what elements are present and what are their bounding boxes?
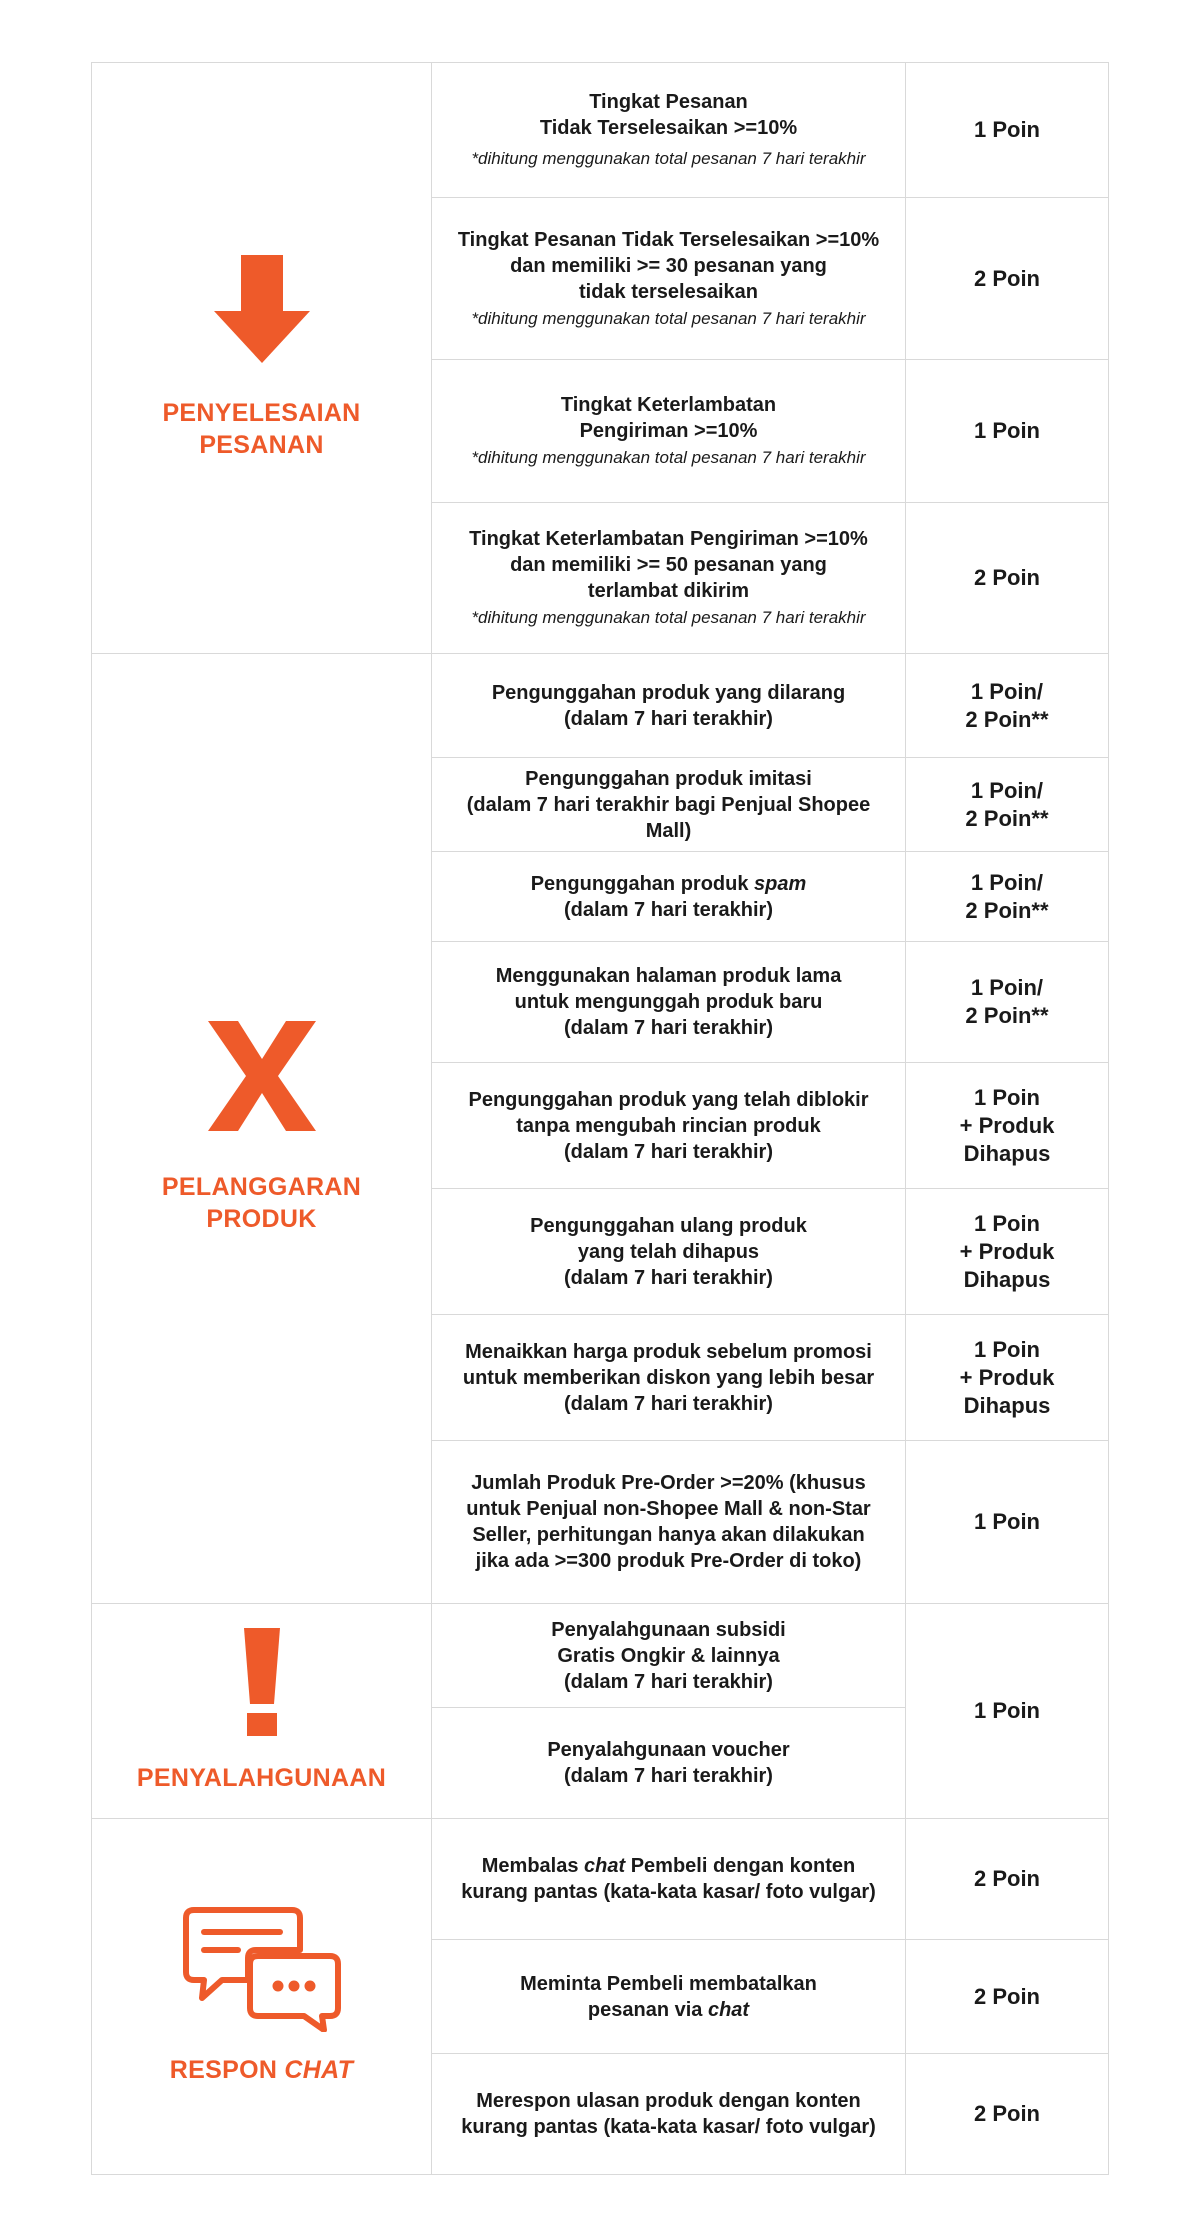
category-label: PENYALAHGUNAAN xyxy=(136,1763,387,1792)
points-cell: 2 Poin xyxy=(973,565,1040,590)
category-chat-response xyxy=(92,1818,431,2174)
points-cell: 1 Poin xyxy=(973,1509,1040,1534)
criteria-cell: Menaikkan harga produk sebelum promosi untuk memberikan diskon yang lebih besar (dalam 7 hari terakhir) xyxy=(462,1340,875,1415)
category-label: PENYELESAIAN PESANAN xyxy=(162,399,361,459)
points-cell: 1 Poin + Produk Dihapus xyxy=(959,1210,1055,1292)
points-cell: 2 Poin xyxy=(973,2101,1040,2126)
exclamation-icon xyxy=(244,1628,280,1736)
category-label: RESPON CHAT xyxy=(169,2056,354,2084)
criteria-cell: Pengunggahan produk imitasi (dalam 7 hari terakhir bagi Penjual Shopee Mall) xyxy=(466,767,871,842)
category-order-completion xyxy=(92,63,431,653)
criteria-cell: Tingkat Keterlambatan Pengiriman >=10% dan memiliki >= 50 pesanan yang terlambat dikirim *dihitung menggunakan total pesanan 7 hari terakhir xyxy=(469,528,868,627)
criteria-cell: Merespon ulasan produk dengan konten kurang pantas (kata-kata kasar/ foto vulgar) xyxy=(461,2090,876,2138)
points-cell: 1 Poin/ 2 Poin** xyxy=(965,869,1049,923)
chat-bubbles-icon xyxy=(182,1906,342,2032)
points-cell: 1 Poin xyxy=(973,117,1040,142)
criteria-cell: Menggunakan halaman produk lama untuk mengunggah produk baru (dalam 7 hari terakhir) xyxy=(495,965,842,1039)
category-abuse xyxy=(92,1603,431,1818)
points-cell: 2 Poin xyxy=(973,1866,1040,1891)
points-cell: 1 Poin xyxy=(973,418,1040,443)
x-mark-icon xyxy=(208,1021,316,1131)
points-cell: 1 Poin + Produk Dihapus xyxy=(959,1336,1055,1418)
criteria-cell: Pengunggahan produk yang telah diblokir tanpa mengubah rincian produk (dalam 7 hari terakhir) xyxy=(468,1088,869,1163)
criteria-cell: Penyalahgunaan subsidi Gratis Ongkir & lainnya (dalam 7 hari terakhir) xyxy=(551,1618,786,1693)
points-cell: 2 Poin xyxy=(973,265,1040,291)
criteria-cell: Membalas chat Pembeli dengan konten kurang pantas (kata-kata kasar/ foto vulgar) xyxy=(461,1855,876,1903)
down-arrow-icon xyxy=(214,255,310,363)
criteria-cell: Penyalahgunaan voucher (dalam 7 hari terakhir) xyxy=(547,1739,790,1787)
criteria-cell: Pengunggahan ulang produk yang telah dihapus (dalam 7 hari terakhir) xyxy=(530,1214,807,1289)
criteria-cell: Jumlah Produk Pre-Order >=20% (khusus untuk Penjual non-Shopee Mall & non-Star Seller, perhitungan hanya akan dilakukan jika ada >=300 produk Pre-Order di toko) xyxy=(466,1472,871,1572)
criteria-cell: Meminta Pembeli membatalkan pesanan via chat xyxy=(520,1972,817,2021)
category-label: PELANGGARAN PRODUK xyxy=(161,1173,362,1233)
points-cell: 1 Poin/ 2 Poin** xyxy=(965,975,1049,1028)
criteria-cell: Pengunggahan produk yang dilarang (dalam 7 hari terakhir) xyxy=(491,681,846,730)
points-cell: 1 Poin/ 2 Poin** xyxy=(965,777,1049,831)
points-cell: 1 Poin xyxy=(973,1698,1040,1723)
criteria-cell: Pengunggahan produk spam (dalam 7 hari terakhir) xyxy=(530,872,807,921)
violation-points-table xyxy=(91,62,1109,2175)
criteria-cell: Tingkat Keterlambatan Pengiriman >=10% *dihitung menggunakan total pesanan 7 hari terakhir xyxy=(471,394,866,467)
points-cell: 2 Poin xyxy=(973,1983,1040,2009)
criteria-cell: Tingkat Pesanan Tidak Terselesaikan >=10% *dihitung menggunakan total pesanan 7 hari terakhir xyxy=(471,91,866,168)
category-product-violation xyxy=(92,653,431,1603)
points-cell: 1 Poin + Produk Dihapus xyxy=(959,1084,1055,1166)
points-cell: 1 Poin/ 2 Poin** xyxy=(965,678,1049,732)
criteria-cell: Tingkat Pesanan Tidak Terselesaikan >=10% dan memiliki >= 30 pesanan yang tidak terselesaikan *dihitung menggunakan total pesanan 7 hari terakhir xyxy=(457,228,880,328)
